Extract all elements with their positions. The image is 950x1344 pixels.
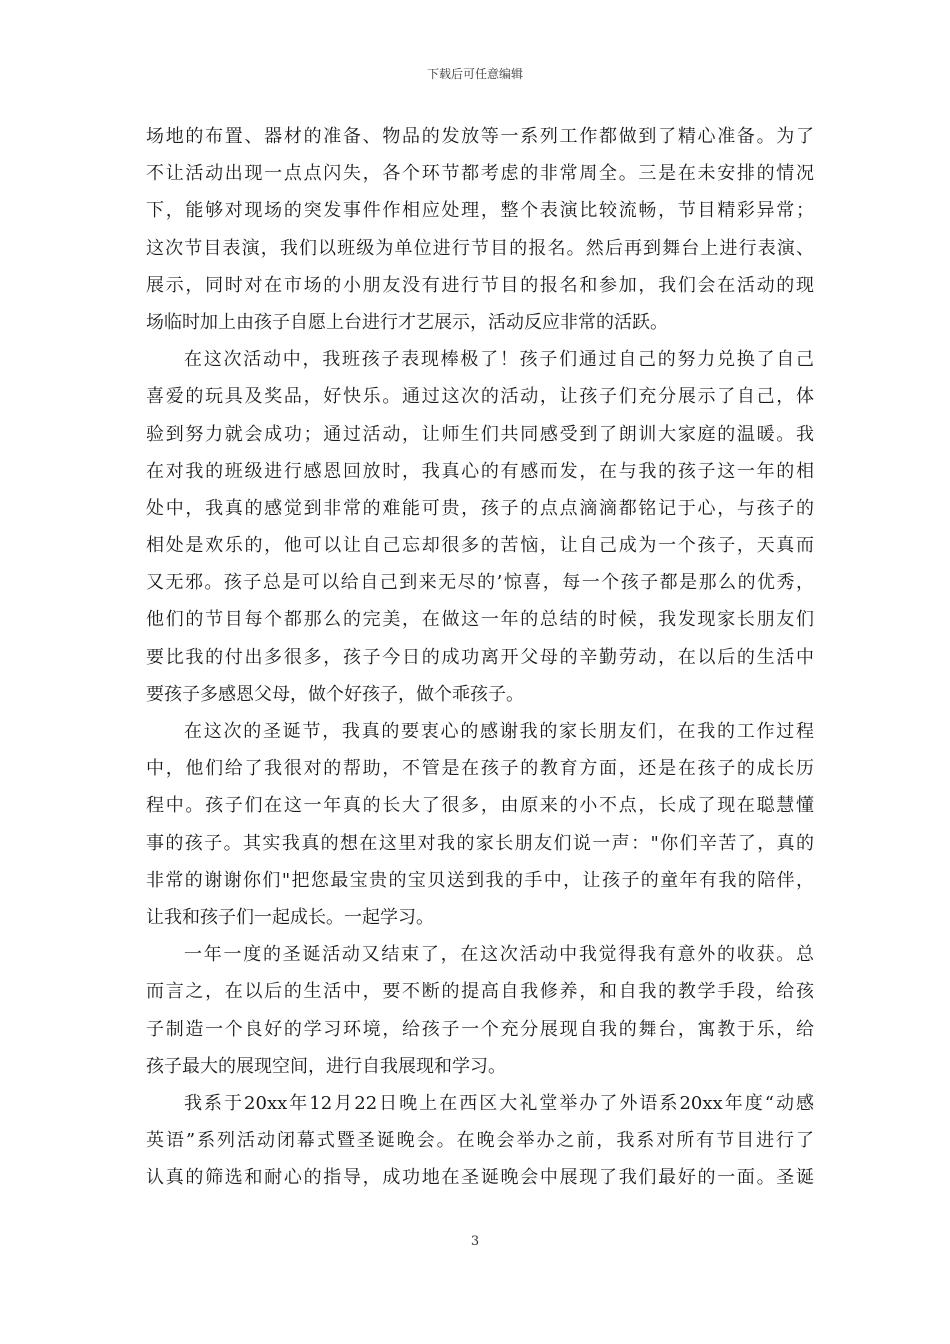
text-line: 在对我的班级进行感恩回放时，我真心的有感而发，在与我的孩子这一年的相 (146, 460, 814, 482)
text-line: 让我和孩子们一起成长。一起学习。 (146, 906, 434, 928)
text-line: 他们的节目每个都那么的完美，在做这一年的总结的时候，我发现家长朋友们 (146, 609, 814, 631)
page-number: 3 (470, 1234, 480, 1249)
text-line: 相处是欢乐的，他可以让自己忘却很多的苦恼，让自己成为一个孩子，天真而 (146, 535, 814, 557)
text-line: 子制造一个良好的学习环境，给孩子一个充分展现自我的舞台，寓教于乐，给 (146, 1018, 814, 1040)
text-line: 这次节目表演，我们以班级为单位进行节目的报名。然后再到舞台上进行表演、 (146, 237, 814, 259)
text-line: 处中，我真的感觉到非常的难能可贵，孩子的点点滴滴都铭记于心，与孩子的 (146, 497, 814, 519)
text-line: 喜爱的玩具及奖品，好快乐。通过这次的活动，让孩子们充分展示了自己，体 (146, 386, 814, 408)
text-line: 程中。孩子们在这一年真的长大了很多，由原来的小不点，长成了现在聪慧懂 (146, 795, 814, 817)
text-line: 中，他们给了我很对的帮助，不管是在孩子的教育方面，还是在孩子的成长历 (146, 758, 814, 780)
text-line: 认真的筛选和耐心的指导，成功地在圣诞晚会中展现了我们最好的一面。圣诞 (146, 1167, 814, 1189)
text-line: 在这次的圣诞节，我真的要衷心的感谢我的家长朋友们，在我的工作过程 (184, 721, 814, 742)
text-line: 我系于20xx年12月22日晚上在西区大礼堂举办了外语系20xx年度“动感 (184, 1092, 814, 1114)
text-line: 又无邪。孩子总是可以给自己到来无尽的’惊喜，每一个孩子都是那么的优秀， (146, 572, 814, 594)
text-line: 事的孩子。其实我真的想在这里对我的家长朋友们说一声："你们辛苦了，真的 (146, 832, 814, 854)
text-line: 要孩子多感恩父母，做个好孩子，做个乖孩子。 (146, 683, 524, 705)
text-line: 不让活动出现一点点闪失，各个环节都考虑的非常周全。三是在未安排的情况 (146, 163, 814, 185)
text-line: 在这次活动中，我班孩子表现棒极了！孩子们通过自己的努力兑换了自己 (184, 349, 814, 371)
text-line: 场地的布置、器材的准备、物品的发放等一系列工作都做到了精心准备。为了 (146, 126, 814, 147)
document-body (146, 118, 814, 1196)
text-line: 下，能够对现场的突发事件作相应处理，整个表演比较流畅，节目精彩异常； (146, 200, 814, 222)
text-line: 展示，同时对在市场的小朋友没有进行节目的报名和参加，我们会在活动的现 (146, 274, 814, 296)
text-line: 一年一度的圣诞活动又结束了，在这次活动中我觉得我有意外的收获。总 (184, 944, 814, 966)
text-line: 孩子最大的展现空间，进行自我展现和学习。 (146, 1055, 506, 1077)
text-line: 英语”系列活动闭幕式暨圣诞晚会。在晚会举办之前，我系对所有节目进行了 (146, 1130, 814, 1152)
text-line: 验到努力就会成功；通过活动，让师生们共同感受到了朗训大家庭的温暖。我 (146, 423, 814, 445)
text-line: 场临时加上由孩子自愿上台进行才艺展示，活动反应非常的活跃。 (146, 311, 668, 333)
text-line: 非常的谢谢你们"把您最宝贵的宝贝送到我的手中，让孩子的童年有我的陪伴， (146, 869, 814, 891)
text-line: 要比我的付出多很多，孩子今日的成功离开父母的辛勤劳动，在以后的生活中 (146, 646, 814, 668)
text-line: 而言之，在以后的生活中，要不断的提高自我修养，和自我的教学手段，给孩 (146, 981, 814, 1003)
page-header: 下载后可任意编辑 (426, 67, 523, 81)
